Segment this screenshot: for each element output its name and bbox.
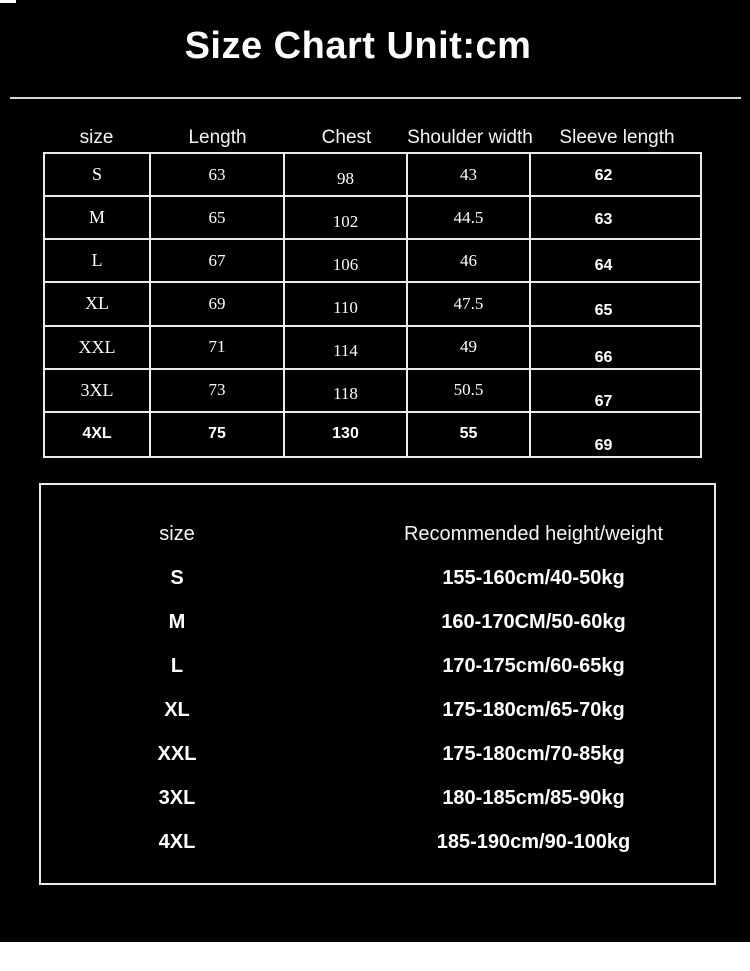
table-cell-length: 73 [151,370,285,413]
recommend-size-label: S [170,566,184,589]
size-table-header-shoulder-width: Shoulder width [407,127,533,148]
recommend-row [41,565,714,591]
table-cell-chest: 98 [285,154,408,197]
recommend-row [41,785,714,811]
table-cell-sleeve: 65 [531,283,700,326]
table-cell-sleeve: 64 [531,240,700,283]
recommend-header-size: size [159,522,195,545]
page-title: Size Chart Unit:cm [184,25,532,67]
table-cell-length: 67 [151,240,285,283]
size-table-header-row [43,124,702,152]
table-cell-chest: 114 [285,327,408,370]
table-cell-chest: 106 [285,240,408,283]
table-cell-chest: 118 [285,370,408,413]
bottom-white-strip [0,942,750,971]
table-cell-sleeve: 62 [531,154,700,197]
recommend-value: 175-180cm/70-85kg [442,742,625,765]
recommend-row [41,653,714,679]
recommend-size-label: 3XL [158,786,196,809]
table-cell-shoulder: 43 [408,154,531,197]
recommend-size-label: XL [164,698,190,721]
size-table-header-sleeve-length: Sleeve length [559,127,675,148]
title-divider-line [10,97,741,99]
recommend-table [39,483,716,885]
recommend-table-header-row [41,521,714,547]
size-table-header-length: Length [188,127,247,148]
table-cell-size: 4XL [45,413,151,456]
table-cell-length: 75 [151,413,285,456]
table-cell-sleeve: 63 [531,197,700,240]
table-cell-shoulder: 47.5 [408,283,531,326]
recommend-row [41,741,714,767]
table-cell-chest: 102 [285,197,408,240]
table-cell-size: XXL [45,327,151,370]
table-cell-size: 3XL [45,370,151,413]
table-cell-length: 71 [151,327,285,370]
table-cell-length: 63 [151,154,285,197]
table-cell-sleeve: 67 [531,370,700,413]
table-cell-shoulder: 49 [408,327,531,370]
recommend-value: 155-160cm/40-50kg [442,566,625,589]
recommend-size-label: L [170,654,184,677]
size-table-header-chest: Chest [321,127,372,148]
recommend-row [41,829,714,855]
table-cell-size: M [45,197,151,240]
table-cell-chest: 130 [285,413,408,456]
table-cell-length: 69 [151,283,285,326]
table-cell-shoulder: 55 [408,413,531,456]
corner-artifact-mark [0,0,16,3]
recommend-header-height-weight: Recommended height/weight [403,522,664,545]
size-table [43,152,702,458]
recommend-value: 170-175cm/60-65kg [442,654,625,677]
recommend-row [41,609,714,635]
table-cell-chest: 110 [285,283,408,326]
recommend-size-label: 4XL [158,830,196,853]
table-cell-size: L [45,240,151,283]
table-cell-sleeve: 66 [531,327,700,370]
size-table-header-size: size [79,127,114,148]
recommend-size-label: M [168,610,186,633]
table-cell-size: XL [45,283,151,326]
recommend-row [41,697,714,723]
table-cell-length: 65 [151,197,285,240]
table-cell-shoulder: 44.5 [408,197,531,240]
recommend-value: 160-170CM/50-60kg [441,610,626,633]
recommend-value: 175-180cm/65-70kg [442,698,625,721]
recommend-size-label: XXL [157,742,197,765]
table-cell-size: S [45,154,151,197]
table-cell-sleeve: 69 [594,437,613,455]
table-cell-shoulder: 46 [408,240,531,283]
recommend-value: 185-190cm/90-100kg [436,830,631,853]
table-cell-shoulder: 50.5 [408,370,531,413]
recommend-value: 180-185cm/85-90kg [442,786,625,809]
